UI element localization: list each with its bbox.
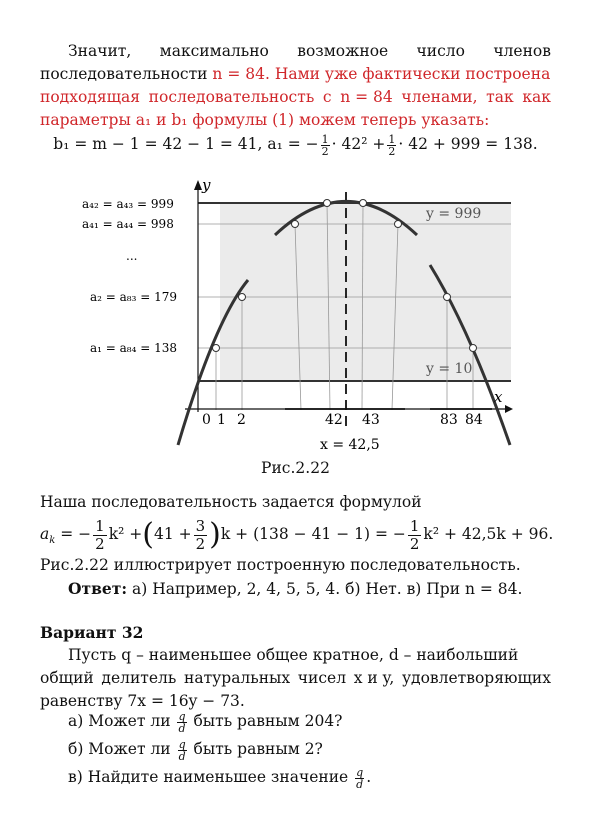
tick-42: 42: [325, 412, 343, 428]
fraction: $\frac{1}{2}$: [321, 132, 329, 158]
para1-line2: последовательности n = 84. Нами уже фактически построена: [40, 65, 551, 83]
point-a83: [444, 294, 451, 301]
tick-43: 43: [362, 412, 380, 428]
para1-line4: параметры a₁ и b₁ формулы (1) можем теперь указать:: [40, 111, 490, 129]
variant-line2: общий делитель натуральных чисел x и y, удовлетворяющих: [40, 669, 551, 687]
fraction: $\frac{1}{2}$: [409, 516, 420, 553]
symmetry-axis-label: x = 42,5: [320, 437, 380, 453]
point-a1: [213, 345, 220, 352]
point-a41: [292, 221, 299, 228]
fraction: $\frac{1}{2}$: [388, 132, 396, 158]
label-a41-a44: a₄₁ = a₄₄ = 998: [82, 217, 174, 231]
fraction-q-d: $\frac{q}{d}$: [178, 737, 186, 763]
illustrates-text: Рис.2.22 иллюстрирует построенную последовательность.: [40, 556, 521, 574]
y-axis-label: y: [202, 176, 211, 194]
tick-0: 0: [202, 412, 211, 428]
label-a2-a83: a₂ = a₈₃ = 179: [90, 290, 178, 304]
label-a1-a84: a₁ = a₈₄ = 138: [90, 341, 178, 355]
label-y-10: y = 10: [426, 361, 473, 377]
shaded-region: [220, 203, 511, 381]
tick-84: 84: [465, 412, 483, 428]
point-a42: [324, 200, 331, 207]
label-a42-a43: a₄₂ = a₄₃ = 999: [82, 197, 174, 211]
fraction: $\frac{1}{2}$: [95, 516, 105, 553]
question-a: а) Может ли $\frac{q}{d}$ быть равным 204?: [68, 709, 343, 735]
para1-line3: подходящая последовательность с n = 84 членами, так как: [40, 88, 551, 106]
variant-line1: Пусть q – наименьшее общее кратное, d – наибольший: [68, 646, 519, 664]
tick-1: 1: [217, 412, 226, 428]
answer-label: Ответ:: [68, 579, 128, 598]
para2-intro: Наша последовательность задается формулой: [40, 493, 422, 511]
answer-line: Ответ: а) Например, 2, 4, 5, 5, 4. б) Нет. в) При n = 84.: [68, 579, 523, 598]
figure-caption: Рис.2.22: [261, 459, 330, 477]
tick-83: 83: [440, 412, 458, 428]
point-a84: [470, 345, 477, 352]
fraction-q-d: $\frac{q}{d}$: [356, 765, 364, 791]
variant-title: Вариант 32: [40, 623, 144, 642]
question-c: в) Найдите наименьшее значение $\frac{q}{d}$ .: [68, 765, 372, 791]
question-b: б) Может ли $\frac{q}{d}$ быть равным 2?: [68, 737, 323, 763]
parameter-formula: b₁ = m − 1 = 42 − 1 = 41, a₁ = − $\frac{1}{2}$ · 42² + $\frac{1}{2}$ · 42 + 999 = 138.: [53, 132, 538, 158]
para1-line1: Значит, максимально возможное число членов: [68, 42, 551, 60]
sequence-formula: $a_k$ = − $\frac{1}{2}$ k² +(41 + $\frac{3}{2}$ )k + (138 − 41 − 1) = − $\frac{1}{2}$ k² + 42,5k + 96.: [40, 516, 554, 553]
label-ellipsis: ...: [126, 249, 138, 263]
tick-2: 2: [237, 412, 246, 428]
fraction-q-d: $\frac{q}{d}$: [178, 709, 186, 735]
point-a43: [360, 200, 367, 207]
variant-line3: равенству 7x = 16y − 73.: [40, 692, 245, 710]
parabola-figure: [0, 170, 591, 470]
point-a44: [395, 221, 402, 228]
x-axis-label: x: [494, 388, 503, 406]
point-a2: [239, 294, 246, 301]
fraction: $\frac{3}{2}$: [195, 516, 206, 553]
highlighted-text: n = 84. Нами уже фактически построена: [212, 65, 551, 83]
label-y-999: y = 999: [426, 206, 482, 222]
